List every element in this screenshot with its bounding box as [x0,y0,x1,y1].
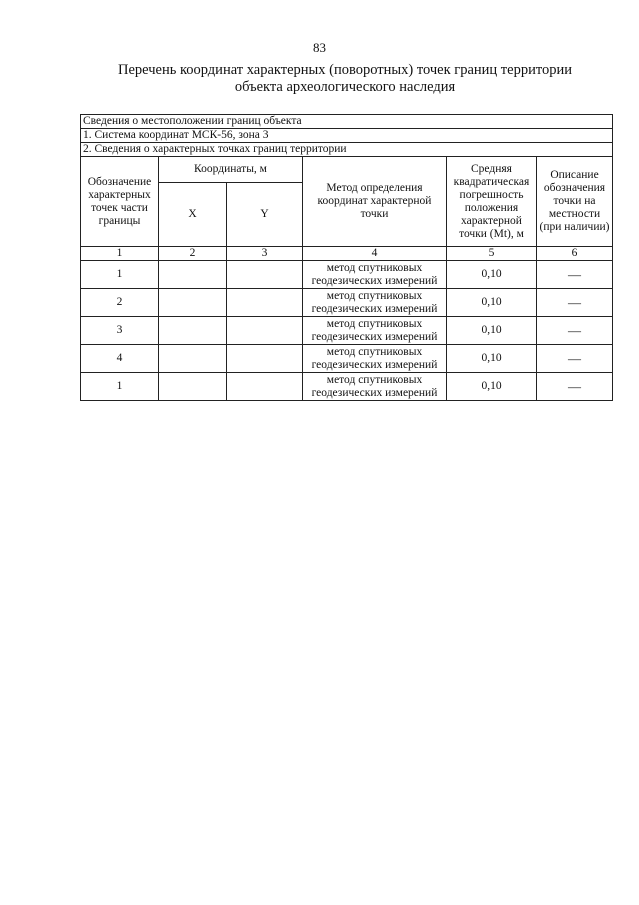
description-cell: — [537,373,613,401]
page-number: 83 [313,40,326,55]
coord-y [227,317,303,345]
header-x: X [159,183,227,247]
coord-y [227,261,303,289]
header-y: Y [227,183,303,247]
table-row [81,261,613,289]
column-number: 2 [159,247,227,261]
coord-x [159,373,227,401]
column-number: 4 [303,247,447,261]
method-cell: метод спутниковых геодезических измерений [303,373,447,401]
error-cell: 0,10 [447,317,537,345]
section-header: Сведения о местоположении границ объекта [81,115,613,129]
coordinate-system: 1. Система координат МСК-56, зона 3 [81,129,613,143]
error-cell: 0,10 [447,345,537,373]
method-cell: метод спутниковых геодезических измерений [303,289,447,317]
table-row [81,317,613,345]
header-designation: Обозначение характерных точек части границы [81,157,159,247]
description-cell: — [537,345,613,373]
header-coordinates: Координаты, м [159,157,303,183]
table-row [81,345,613,373]
point-designation: 3 [81,317,159,345]
title-line-1: Перечень координат характерных (поворотных) точек границ территории [117,62,573,78]
column-number: 5 [447,247,537,261]
method-cell: метод спутниковых геодезических измерений [303,345,447,373]
error-cell: 0,10 [447,289,537,317]
description-cell: — [537,317,613,345]
coord-y [227,289,303,317]
error-cell: 0,10 [447,261,537,289]
coord-x [159,289,227,317]
document-title [80,62,610,96]
header-error: Средняя квадратическая погрешность положения характерной точки (Mt), м [447,157,537,247]
point-designation: 1 [81,373,159,401]
description-cell: — [537,289,613,317]
method-cell: метод спутниковых геодезических измерений [303,261,447,289]
point-designation: 1 [81,261,159,289]
coordinates-table [80,114,613,401]
title-line-2: объекта археологического наследия [234,79,456,95]
coord-y [227,345,303,373]
point-designation: 2 [81,289,159,317]
header-method: Метод определения координат характерной точки [303,157,447,247]
description-cell: — [537,261,613,289]
points-header: 2. Сведения о характерных точках границ территории [81,143,613,157]
column-number: 6 [537,247,613,261]
header-description: Описание обозначения точки на местности (при наличии) [537,157,613,247]
point-designation: 4 [81,345,159,373]
column-number: 3 [227,247,303,261]
table-row [81,373,613,401]
error-cell: 0,10 [447,373,537,401]
coord-x [159,317,227,345]
coord-y [227,373,303,401]
coord-x [159,345,227,373]
method-cell: метод спутниковых геодезических измерений [303,317,447,345]
table-row [81,289,613,317]
coord-x [159,261,227,289]
column-number: 1 [81,247,159,261]
